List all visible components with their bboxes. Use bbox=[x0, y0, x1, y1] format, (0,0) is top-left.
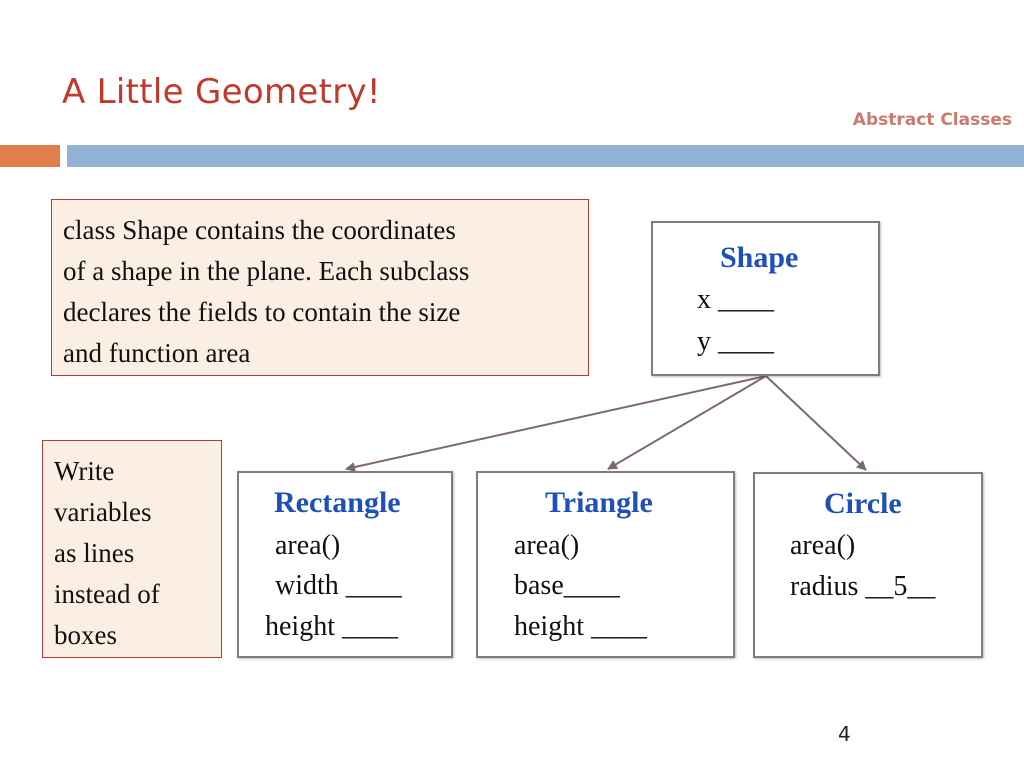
tip-line: as lines bbox=[54, 538, 135, 568]
section-label: Abstract Classes bbox=[852, 110, 1012, 130]
rectangle-member: area() bbox=[275, 530, 341, 561]
slide-title: A Little Geometry! bbox=[62, 72, 381, 112]
circle-class-name: Circle bbox=[824, 487, 902, 520]
page-number: 4 bbox=[838, 722, 851, 746]
shape-class-name: Shape bbox=[720, 241, 799, 274]
tip-line: variables bbox=[54, 497, 152, 527]
triangle-member: base____ bbox=[514, 570, 620, 601]
triangle-member: area() bbox=[514, 530, 580, 561]
connector-to-triangle bbox=[608, 376, 766, 469]
shape-field-y: y ____ bbox=[697, 326, 774, 357]
tip-line: instead of bbox=[54, 579, 160, 609]
description-line: and function area bbox=[63, 338, 251, 368]
triangle-member: height ____ bbox=[514, 611, 647, 642]
triangle-class-name: Triangle bbox=[545, 486, 653, 519]
connector-to-circle bbox=[766, 376, 866, 470]
tip-line: Write bbox=[54, 456, 115, 486]
connector-to-rectangle bbox=[346, 376, 766, 469]
circle-member: radius __5__ bbox=[790, 571, 936, 602]
description-line: class Shape contains the coordinates bbox=[63, 215, 456, 245]
circle-member: area() bbox=[790, 530, 856, 561]
description-line: declares the fields to contain the size bbox=[63, 297, 461, 327]
description-line: of a shape in the plane. Each subclass bbox=[63, 256, 470, 286]
rectangle-member: height ____ bbox=[265, 611, 398, 642]
rectangle-class-name: Rectangle bbox=[274, 486, 401, 519]
tip-line: boxes bbox=[54, 620, 117, 650]
shape-field-x: x ____ bbox=[697, 284, 774, 315]
rectangle-member: width ____ bbox=[275, 570, 402, 601]
